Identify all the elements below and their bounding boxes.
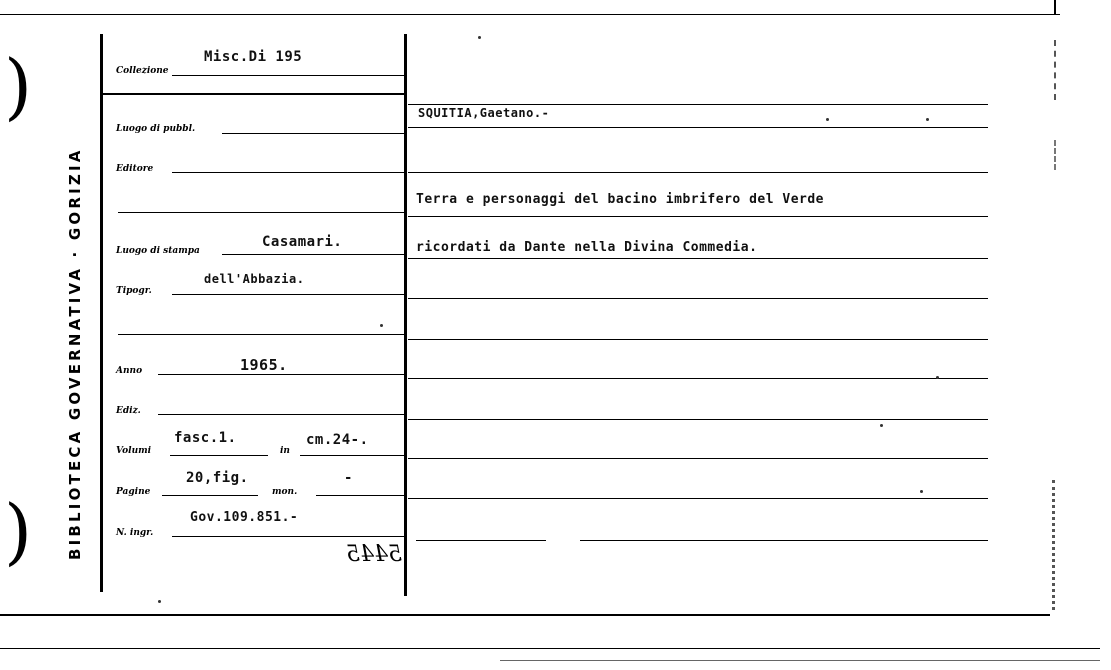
value-anno: 1965. <box>240 356 288 374</box>
speck <box>380 324 383 327</box>
speck <box>826 118 829 121</box>
rule-luogo-pubbl <box>222 133 404 134</box>
rule-in <box>300 455 404 456</box>
rule-right-10 <box>408 458 988 459</box>
rule-blank-1 <box>118 212 404 213</box>
rule-luogo-stampa <box>222 254 404 255</box>
handwritten-number: 5445 <box>346 542 402 567</box>
value-mon: - <box>344 470 353 486</box>
rule-right-3 <box>408 172 988 173</box>
rule-mon <box>316 495 404 496</box>
rule-right-9 <box>408 419 988 420</box>
punch-bracket-bottom: ) <box>4 489 33 573</box>
label-in: in <box>280 446 290 456</box>
rule-anno <box>158 374 404 375</box>
rule-right-4 <box>408 216 988 217</box>
rule-right-6 <box>408 298 988 299</box>
rule-right-8 <box>408 378 988 379</box>
value-n-ingr: Gov.109.851.- <box>190 510 299 525</box>
label-tipogr: Tipogr. <box>116 286 152 296</box>
speck <box>926 118 929 121</box>
rule-ediz <box>158 414 404 415</box>
label-luogo-pubbl: Luogo di pubbl. <box>116 124 196 134</box>
label-collezione: Collezione <box>116 66 169 76</box>
footer-line-2 <box>500 660 1100 661</box>
right-edge-mark <box>1054 40 1058 100</box>
footer-line <box>0 648 1100 649</box>
speck <box>880 424 883 427</box>
speck <box>936 376 939 379</box>
label-ediz: Ediz. <box>116 406 141 416</box>
rule-tipogr <box>172 294 404 295</box>
label-volumi: Volumi <box>116 446 152 456</box>
label-luogo-stampa: Luogo di stampa <box>116 246 200 256</box>
rule-right-1 <box>408 104 988 105</box>
left-column-rule <box>100 34 103 592</box>
rule-collezione-sep <box>102 93 404 95</box>
rule-collezione <box>172 75 404 76</box>
speck <box>478 36 481 39</box>
value-volumi: fasc.1. <box>174 430 237 446</box>
label-editore: Editore <box>116 164 154 174</box>
library-heading: BIBLIOTECA GOVERNATIVA · GORIZIA <box>66 147 84 560</box>
author-name: SQUITIA,Gaetano.- <box>418 106 550 120</box>
right-edge-mark-2 <box>1054 140 1058 170</box>
value-collezione: Misc.Di 195 <box>204 49 303 65</box>
rule-blank-2 <box>118 334 404 335</box>
rule-right-5 <box>408 258 988 259</box>
label-anno: Anno <box>116 366 143 376</box>
value-luogo-stampa: Casamari. <box>262 234 343 250</box>
bottom-border-line <box>0 614 1050 616</box>
value-tipogr: dell'Abbazia. <box>204 272 305 286</box>
label-pagine: Pagine <box>116 487 151 497</box>
rule-volumi <box>170 455 268 456</box>
speck <box>920 490 923 493</box>
label-n-ingr: N. ingr. <box>116 528 154 538</box>
rule-pagine <box>162 495 258 496</box>
rule-editore <box>172 172 404 173</box>
value-pagine: 20,fig. <box>186 470 249 486</box>
rule-right-2 <box>408 127 988 128</box>
rule-right-7 <box>408 339 988 340</box>
rule-right-12a <box>416 540 546 541</box>
title-line-2: ricordati da Dante nella Divina Commedia. <box>416 240 758 255</box>
top-right-tick <box>1054 0 1056 14</box>
right-edge-mark-3 <box>1052 480 1059 610</box>
rule-right-12b <box>580 540 988 541</box>
top-border-line <box>0 14 1060 15</box>
speck <box>158 600 161 603</box>
title-line-1: Terra e personaggi del bacino imbrifero del Verde <box>416 192 825 207</box>
rule-right-11 <box>408 498 988 499</box>
value-formato: cm.24-. <box>306 432 369 448</box>
middle-column-rule <box>404 34 407 596</box>
rule-n-ingr <box>172 536 404 537</box>
punch-bracket-top: ) <box>4 44 33 128</box>
label-mon: mon. <box>272 487 298 497</box>
